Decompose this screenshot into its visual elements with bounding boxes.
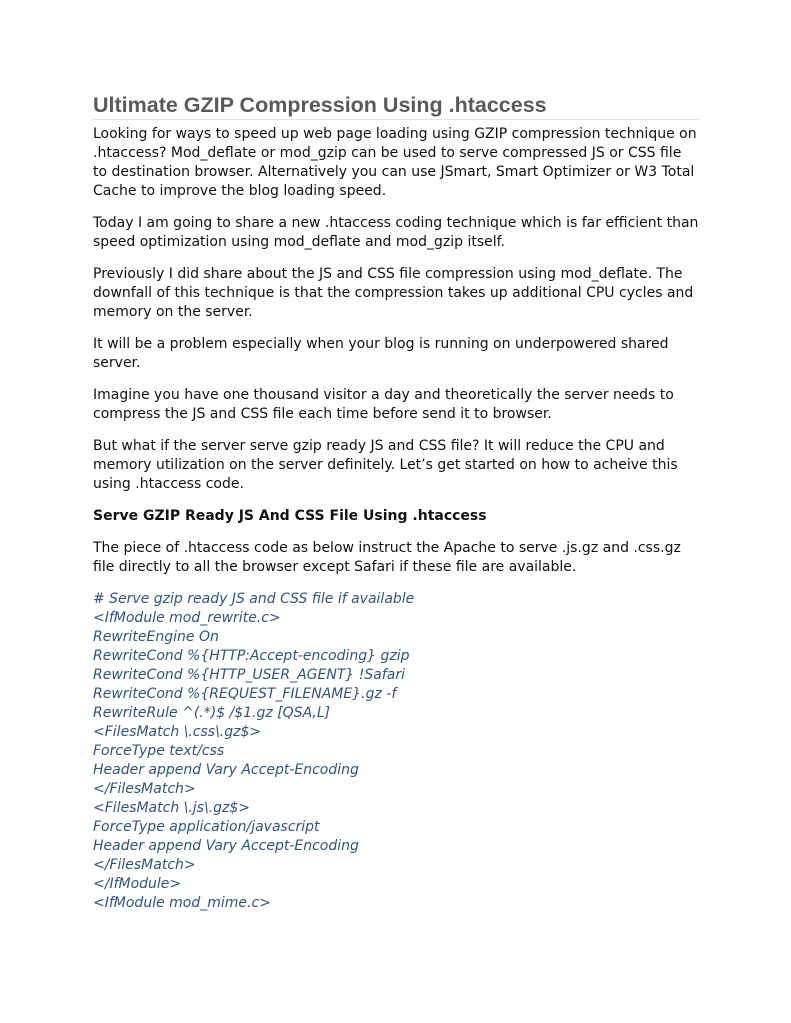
code-line: <IfModule mod_mime.c> [93,895,271,911]
code-line: # Serve gzip ready JS and CSS file if available [93,591,415,607]
code-block [93,590,699,913]
code-line: <FilesMatch \.js\.gz$> [93,800,251,816]
section-heading: Serve GZIP Ready JS And CSS File Using .htaccess [93,508,487,524]
code-line: </FilesMatch> [93,857,196,873]
paragraph-problem: It will be a problem especially when your blog is running on underpowered shared server. [93,336,669,371]
code-line: RewriteCond %{HTTP:Accept-encoding} gzip [93,648,410,664]
code-line: RewriteEngine On [93,629,219,645]
code-line: RewriteCond %{REQUEST_FILENAME}.gz -f [93,686,397,702]
code-line: RewriteRule ^(.*)$ /$1.gz [QSA,L] [93,705,331,721]
code-line: Header append Vary Accept-Encoding [93,762,359,778]
article-title: Ultimate GZIP Compression Using .htaccess [93,92,699,120]
paragraph-previous: Previously I did share about the JS and CSS file compression using mod_deflate. The downfall of this technique is that the compression takes up additional CPU cycles and memory on the server. [93,266,694,320]
paragraph-imagine: Imagine you have one thousand visitor a day and theoretically the server needs to compress the JS and CSS file each time before send it to browser. [93,387,674,422]
code-line: ForceType text/css [93,743,225,759]
code-line: <IfModule mod_rewrite.c> [93,610,281,626]
paragraph-intro: Looking for ways to speed up web page loading using GZIP compression technique on .htaccess? Mod_deflate or mod_gzip can be used to serve compressed JS or CSS file to destination browser. Alternatively you can use JSmart, Smart Optimizer or W3 Total Cache to improve the blog loading speed. [93,126,697,199]
paragraph-code-intro: The piece of .htaccess code as below instruct the Apache to serve .js.gz and .css.gz file directly to all the browser except Safari if these file are available. [93,540,681,575]
code-line: </FilesMatch> [93,781,196,797]
code-line: ForceType application/javascript [93,819,320,835]
code-line: </IfModule> [93,876,182,892]
paragraph-technique: Today I am going to share a new .htaccess coding technique which is far efficient than speed optimization using mod_deflate and mod_gzip itself. [93,215,699,250]
code-line: RewriteCond %{HTTP_USER_AGENT} !Safari [93,667,405,683]
article [93,92,699,913]
code-line: Header append Vary Accept-Encoding [93,838,359,854]
paragraph-solution: But what if the server serve gzip ready JS and CSS file? It will reduce the CPU and memory utilization on the server definitely. Let’s get started on how to acheive this using .htaccess code. [93,438,678,492]
code-line: <FilesMatch \.css\.gz$> [93,724,262,740]
